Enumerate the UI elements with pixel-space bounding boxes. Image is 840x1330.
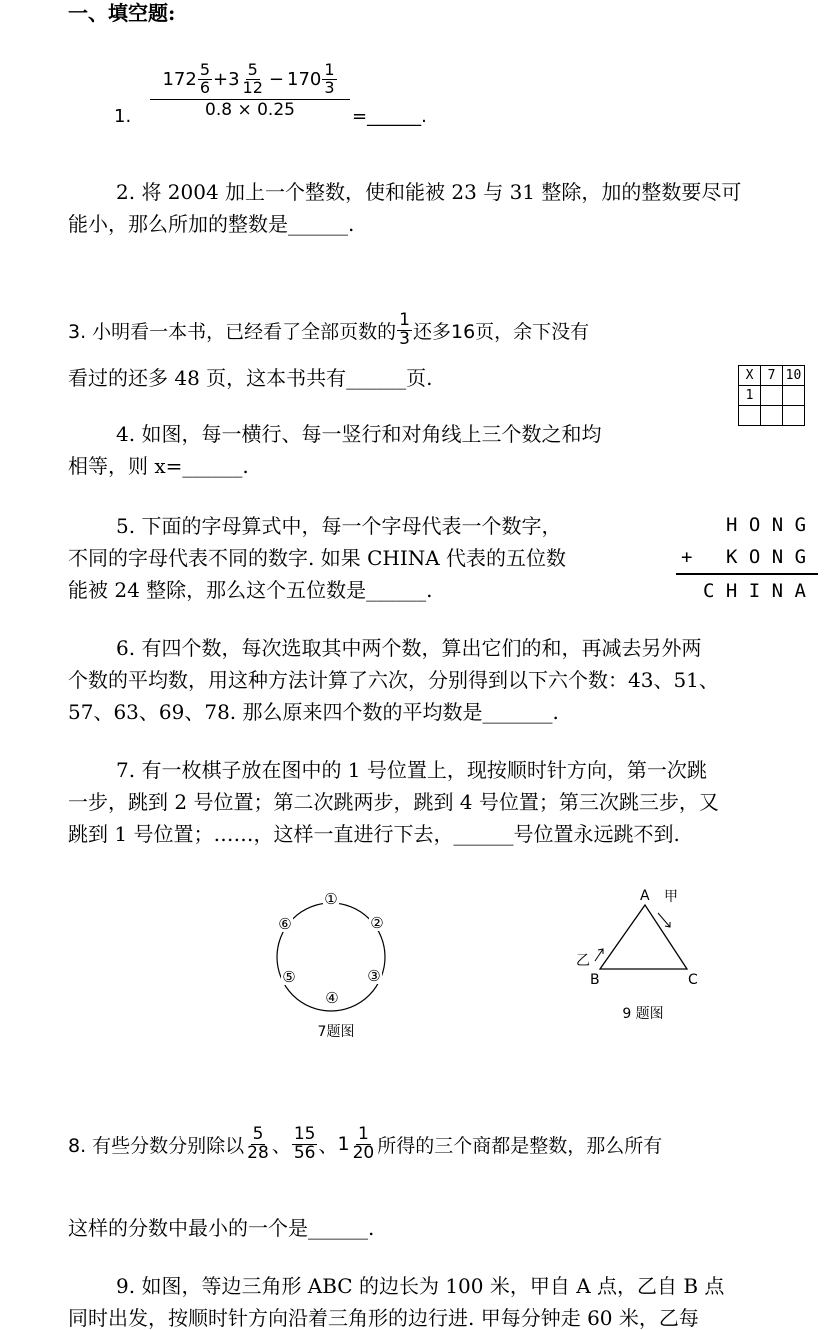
q8-frac2-den: 56	[293, 1142, 316, 1163]
q8-mixed-whole: 1	[337, 1133, 350, 1156]
yi-label: 乙	[576, 953, 590, 969]
q2-line2: 能小，那么所加的整数是______.	[68, 212, 355, 236]
q8-pre: 8. 有些分数分别除以	[68, 1134, 245, 1157]
q6-line2: 个数的平均数，用这种方法计算了六次，分别得到以下六个数：43、51、	[68, 668, 719, 692]
q1-equals: =______.	[352, 106, 427, 127]
q1-denominator: 0.8 × 0.25	[150, 99, 350, 120]
q1-whole-2: 3	[228, 68, 240, 90]
q1-expression	[150, 62, 350, 120]
cryptarithm-row3: C H I N A	[703, 580, 806, 602]
q1-blank: ______	[367, 106, 422, 127]
grid-cell	[739, 406, 761, 426]
q1-frac3-den: 3	[324, 77, 335, 97]
grid-cell: 7	[761, 366, 783, 386]
q8-line1	[68, 1126, 662, 1163]
q4-line2: 相等，则 x=______.	[68, 454, 249, 478]
q1-whole-3: 170	[287, 68, 322, 90]
cryptarithm-rule	[676, 573, 818, 575]
q1-frac1-den: 6	[199, 77, 210, 97]
position-label-5: ⑤	[282, 968, 296, 986]
q5-line3: 能被 24 整除，那么这个五位数是______.	[68, 578, 433, 602]
vertex-a-label: A	[640, 888, 650, 904]
q9-line1: 9. 如图，等边三角形 ABC 的边长为 100 米，甲自 A 点，乙自 B 点	[116, 1274, 725, 1298]
arrow-jia-icon	[658, 913, 670, 927]
vertex-c-label: C	[688, 972, 698, 988]
q3-line1	[68, 312, 716, 349]
position-label-6: ⑥	[278, 915, 292, 933]
q5-line2: 不同的字母代表不同的数字. 如果 CHINA 代表的五位数	[68, 546, 567, 570]
q8-frac2-num: 15	[293, 1124, 316, 1144]
cryptarithm-row2: K O N G	[726, 546, 807, 568]
q3-frac-num: 1	[399, 312, 410, 330]
position-label-2: ②	[370, 914, 384, 932]
q3-frac-den: 3	[399, 328, 410, 349]
figure-9-caption: 9 题图	[622, 1006, 664, 1022]
q6-line3: 57、63、69、78. 那么原来四个数的平均数是_______.	[68, 700, 559, 724]
cryptarithm-plus: +	[681, 546, 693, 568]
q8-frac1-num: 5	[252, 1124, 264, 1144]
grid-cell: 10	[783, 366, 805, 386]
q1-frac1-num: 5	[199, 60, 210, 79]
q3-post: 还多16页，余下没有	[413, 320, 590, 343]
jia-label: 甲	[664, 889, 678, 905]
section-title: 一、填空题:	[68, 1, 176, 25]
q1-frac3-num: 1	[324, 60, 335, 79]
magic-square-grid	[738, 365, 805, 426]
grid-cell: 1	[739, 386, 761, 406]
q1-number: 1.	[114, 106, 132, 127]
q3-pre: 3. 小明看一本书，已经看了全部页数的	[68, 320, 397, 343]
triangle-abc	[600, 905, 687, 969]
q1-frac2-den: 12	[242, 77, 263, 97]
q7-line3: 跳到 1 号位置；……，这样一直进行下去，______号位置永远跳不到.	[68, 822, 680, 846]
grid-cell: X	[739, 366, 761, 386]
q3-line2: 看过的还多 48 页，这本书共有______页.	[68, 366, 433, 390]
q1-op2: −	[268, 68, 284, 90]
q9-line2: 同时出发，按顺时针方向沿着三角形的边行进. 甲每分钟走 60 米，乙每	[68, 1306, 699, 1330]
q1-frac2-num: 5	[247, 60, 258, 79]
grid-cell	[783, 406, 805, 426]
cryptarithm-row1: H O N G	[726, 514, 807, 536]
q8-frac3-den: 20	[352, 1142, 375, 1163]
q1-op1: +	[213, 68, 229, 90]
figure-7-circle	[270, 885, 400, 1045]
q6-line1: 6. 有四个数，每次选取其中两个数，算出它们的和，再减去另外两	[116, 636, 702, 660]
q8-frac3-num: 1	[357, 1124, 369, 1144]
vertex-b-label: B	[590, 972, 600, 988]
figure-7-caption: 7题图	[317, 1024, 355, 1040]
q7-line2: 一步，跳到 2 号位置；第二次跳两步，跳到 4 号位置；第三次跳三步，又	[68, 790, 719, 814]
grid-cell	[761, 406, 783, 426]
q5-line1: 5. 下面的字母算式中，每一个字母代表一个数字，	[116, 514, 562, 538]
position-label-1: ①	[324, 890, 338, 908]
position-label-4: ④	[325, 989, 339, 1007]
grid-cell	[783, 386, 805, 406]
q8-sep2: 、	[318, 1134, 338, 1157]
position-label-3: ③	[367, 967, 381, 985]
q8-line2: 这样的分数中最小的一个是______.	[68, 1216, 375, 1240]
q7-line1: 7. 有一枚棋子放在图中的 1 号位置上，现按顺时针方向，第一次跳	[116, 758, 707, 782]
grid-cell	[761, 386, 783, 406]
q8-post: 所得的三个商都是整数，那么所有	[377, 1134, 663, 1157]
q2-line1: 2. 将 2004 加上一个整数，使和能被 23 与 31 整除，加的整数要尽可	[116, 180, 742, 204]
q8-sep1: 、	[271, 1134, 291, 1157]
figure-9-triangle	[570, 883, 710, 1028]
q4-line1: 4. 如图，每一横行、每一竖行和对角线上三个数之和均	[116, 422, 602, 446]
q8-frac1-den: 28	[247, 1142, 269, 1163]
arrow-yi-icon	[595, 949, 603, 961]
q1-whole-1: 172	[162, 68, 197, 90]
